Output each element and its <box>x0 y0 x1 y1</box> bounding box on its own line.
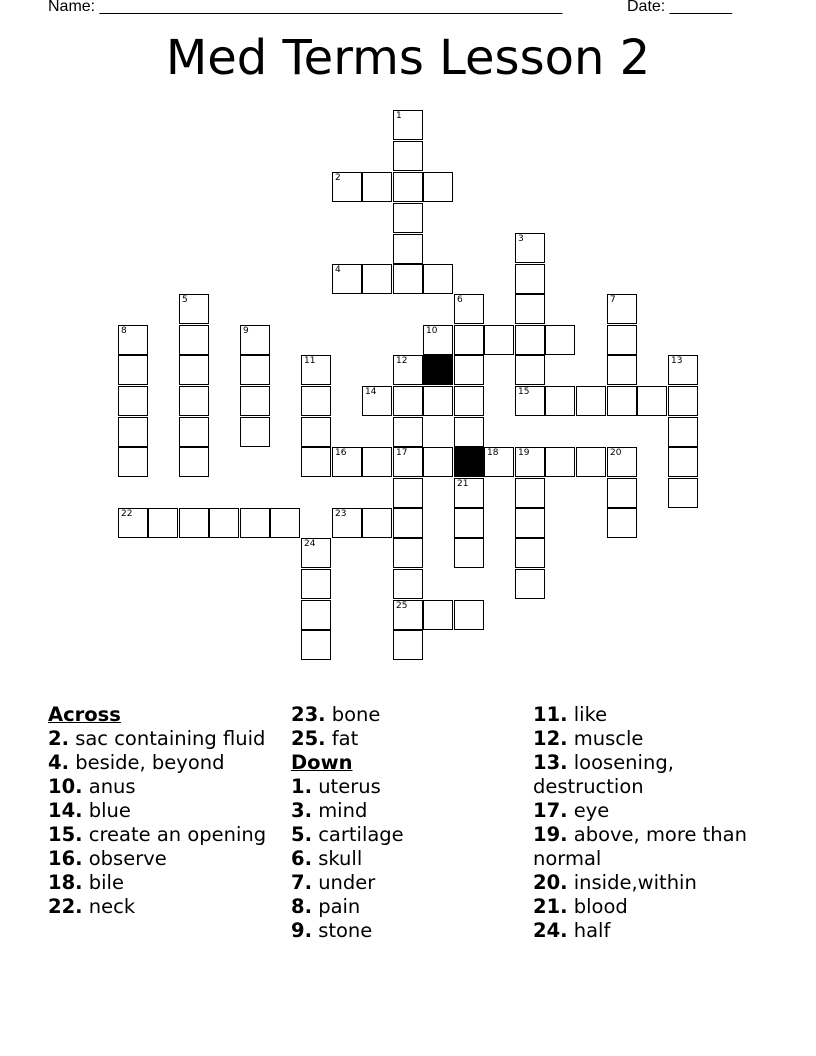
grid-cell[interactable] <box>515 508 545 538</box>
grid-cell[interactable] <box>576 386 606 416</box>
clue-text: above, more than normal <box>533 823 747 870</box>
clue-item <box>48 871 283 895</box>
clue-item <box>291 919 526 943</box>
clue-item <box>48 727 283 751</box>
grid-cell[interactable] <box>301 386 331 416</box>
clue-item <box>48 751 283 775</box>
clue-text: blood <box>573 895 628 918</box>
grid-cell[interactable] <box>118 447 148 477</box>
grid-cell[interactable] <box>240 325 270 355</box>
grid-cell[interactable] <box>668 447 698 477</box>
grid-cell[interactable] <box>423 386 453 416</box>
grid-cell[interactable] <box>454 325 484 355</box>
clue-item <box>291 727 526 751</box>
grid-cell[interactable] <box>454 417 484 447</box>
grid-cell[interactable] <box>515 325 545 355</box>
clue-item <box>48 895 283 919</box>
grid-cell[interactable] <box>515 569 545 599</box>
clue-text: mind <box>318 799 368 822</box>
grid-cell[interactable] <box>179 447 209 477</box>
clue-item <box>533 751 773 799</box>
grid-cell[interactable] <box>332 447 362 477</box>
clue-text: neck <box>88 895 136 918</box>
grid-cell[interactable] <box>607 355 637 385</box>
grid-cell[interactable] <box>179 355 209 385</box>
cell-number: 11 <box>304 356 316 366</box>
grid-cell[interactable] <box>515 233 545 263</box>
grid-cell[interactable] <box>301 447 331 477</box>
grid-cell[interactable] <box>607 325 637 355</box>
grid-cell[interactable] <box>423 264 453 294</box>
clue-number: 2. <box>48 727 69 750</box>
grid-cell[interactable] <box>576 447 606 477</box>
grid-cell[interactable] <box>393 264 423 294</box>
date-field-line: Date: _______ <box>627 0 732 15</box>
grid-cell[interactable] <box>179 508 209 538</box>
grid-cell[interactable] <box>393 630 423 660</box>
grid-cell[interactable] <box>607 386 637 416</box>
cell-number: 22 <box>121 509 133 519</box>
clue-number: 24. <box>533 919 568 942</box>
cell-number: 1 <box>396 111 402 121</box>
grid-cell[interactable] <box>668 386 698 416</box>
clue-item <box>291 895 526 919</box>
cell-number: 18 <box>487 448 499 458</box>
black-cell <box>454 447 484 477</box>
grid-cell[interactable] <box>668 355 698 385</box>
clue-item <box>291 871 526 895</box>
grid-cell[interactable] <box>332 508 362 538</box>
clue-text: fat <box>331 727 359 750</box>
cell-number: 24 <box>304 539 316 549</box>
grid-cell[interactable] <box>637 386 667 416</box>
clue-number: 11. <box>533 703 568 726</box>
grid-cell[interactable] <box>118 325 148 355</box>
grid-cell[interactable] <box>668 478 698 508</box>
cell-number: 23 <box>335 509 347 519</box>
cell-number: 5 <box>182 295 188 305</box>
grid-cell[interactable] <box>393 386 423 416</box>
clue-number: 22. <box>48 895 83 918</box>
clue-column-middle <box>291 703 526 943</box>
grid-cell[interactable] <box>515 478 545 508</box>
clue-text: observe <box>88 847 167 870</box>
grid-cell[interactable] <box>393 447 423 477</box>
cell-number: 25 <box>396 601 408 611</box>
clue-number: 13. <box>533 751 568 774</box>
grid-cell[interactable] <box>179 325 209 355</box>
grid-cell[interactable] <box>423 600 453 630</box>
clue-number: 15. <box>48 823 83 846</box>
cell-number: 17 <box>396 448 408 458</box>
grid-cell[interactable] <box>423 447 453 477</box>
cell-number: 12 <box>396 356 408 366</box>
clue-text: loosening, destruction <box>533 751 674 798</box>
clue-number: 9. <box>291 919 312 942</box>
grid-cell[interactable] <box>515 294 545 324</box>
clue-text: cartilage <box>318 823 404 846</box>
cell-number: 14 <box>365 387 377 397</box>
cell-number: 6 <box>457 295 463 305</box>
grid-cell[interactable] <box>332 264 362 294</box>
cell-number: 3 <box>518 234 524 244</box>
page-title: Med Terms Lesson 2 <box>165 30 651 86</box>
clue-item <box>48 823 283 847</box>
grid-cell[interactable] <box>393 203 423 233</box>
clue-text: like <box>573 703 608 726</box>
grid-cell[interactable] <box>393 417 423 447</box>
grid-cell[interactable] <box>607 508 637 538</box>
grid-cell[interactable] <box>423 325 453 355</box>
clue-number: 6. <box>291 847 312 870</box>
grid-cell[interactable] <box>607 447 637 477</box>
clue-column-across <box>48 703 283 919</box>
grid-cell[interactable] <box>118 355 148 385</box>
grid-cell[interactable] <box>362 447 392 477</box>
clue-text: create an opening <box>88 823 267 846</box>
clue-text: eye <box>573 799 610 822</box>
cell-number: 21 <box>457 479 469 489</box>
clue-column-right <box>533 703 773 943</box>
clue-text: bile <box>88 871 124 894</box>
grid-cell[interactable] <box>301 538 331 568</box>
clue-item <box>291 799 526 823</box>
clue-section-heading: Across <box>48 703 121 726</box>
clue-text: blue <box>88 799 131 822</box>
grid-cell[interactable] <box>179 417 209 447</box>
clue-number: 8. <box>291 895 312 918</box>
grid-cell[interactable] <box>423 172 453 202</box>
cell-number: 7 <box>610 295 616 305</box>
clue-item <box>533 895 773 919</box>
grid-cell[interactable] <box>393 172 423 202</box>
clue-text: anus <box>88 775 136 798</box>
clue-number: 12. <box>533 727 568 750</box>
grid-cell[interactable] <box>515 447 545 477</box>
grid-cell[interactable] <box>179 294 209 324</box>
clue-item <box>533 919 773 943</box>
grid-cell[interactable] <box>393 110 423 140</box>
grid-cell[interactable] <box>668 417 698 447</box>
clue-text: under <box>318 871 376 894</box>
grid-cell[interactable] <box>515 386 545 416</box>
grid-cell[interactable] <box>118 386 148 416</box>
cell-number: 16 <box>335 448 347 458</box>
cell-number: 8 <box>121 326 127 336</box>
grid-cell[interactable] <box>607 294 637 324</box>
clue-text: skull <box>318 847 363 870</box>
grid-cell[interactable] <box>301 630 331 660</box>
cell-number: 2 <box>335 173 341 183</box>
cell-number: 19 <box>518 448 530 458</box>
clue-text: bone <box>331 703 381 726</box>
grid-cell[interactable] <box>118 417 148 447</box>
grid-cell[interactable] <box>393 600 423 630</box>
clue-item <box>48 799 283 823</box>
grid-cell[interactable] <box>545 447 575 477</box>
clue-text: half <box>573 919 611 942</box>
grid-cell[interactable] <box>393 478 423 508</box>
clue-number: 18. <box>48 871 83 894</box>
grid-cell[interactable] <box>332 172 362 202</box>
grid-cell[interactable] <box>209 508 239 538</box>
cell-number: 13 <box>671 356 683 366</box>
grid-cell[interactable] <box>362 386 392 416</box>
clue-item <box>291 775 526 799</box>
clue-item <box>291 823 526 847</box>
grid-cell[interactable] <box>545 386 575 416</box>
clue-text: pain <box>318 895 361 918</box>
grid-cell[interactable] <box>454 294 484 324</box>
clue-text: beside, beyond <box>75 751 225 774</box>
clue-number: 19. <box>533 823 568 846</box>
grid-cell[interactable] <box>148 508 178 538</box>
grid-cell[interactable] <box>362 264 392 294</box>
clue-number: 23. <box>291 703 326 726</box>
grid-cell[interactable] <box>301 600 331 630</box>
grid-cell[interactable] <box>393 141 423 171</box>
cell-number: 4 <box>335 265 341 275</box>
clue-number: 5. <box>291 823 312 846</box>
grid-cell[interactable] <box>454 355 484 385</box>
clue-item <box>533 871 773 895</box>
grid-cell[interactable] <box>454 600 484 630</box>
clue-item <box>291 847 526 871</box>
grid-cell[interactable] <box>301 355 331 385</box>
grid-cell[interactable] <box>545 325 575 355</box>
grid-cell[interactable] <box>240 508 270 538</box>
clue-number: 17. <box>533 799 568 822</box>
grid-cell[interactable] <box>454 478 484 508</box>
grid-cell[interactable] <box>454 538 484 568</box>
grid-cell[interactable] <box>515 355 545 385</box>
grid-cell[interactable] <box>270 508 300 538</box>
grid-cell[interactable] <box>515 264 545 294</box>
grid-cell[interactable] <box>515 538 545 568</box>
grid-cell[interactable] <box>393 508 423 538</box>
grid-cell[interactable] <box>393 538 423 568</box>
grid-cell[interactable] <box>118 508 148 538</box>
clue-item <box>533 727 773 751</box>
clue-number: 7. <box>291 871 312 894</box>
black-cell <box>423 355 453 385</box>
grid-cell[interactable] <box>362 508 392 538</box>
grid-cell[interactable] <box>362 172 392 202</box>
clue-text: muscle <box>573 727 644 750</box>
grid-cell[interactable] <box>240 386 270 416</box>
grid-cell[interactable] <box>301 417 331 447</box>
cell-number: 9 <box>243 326 249 336</box>
clue-number: 3. <box>291 799 312 822</box>
name-field-line: Name: ____________________________________________________ <box>48 0 563 15</box>
grid-cell[interactable] <box>484 447 514 477</box>
clue-number: 4. <box>48 751 69 774</box>
grid-cell[interactable] <box>240 417 270 447</box>
grid-cell[interactable] <box>393 355 423 385</box>
clue-item <box>291 703 526 727</box>
clue-number: 25. <box>291 727 326 750</box>
cell-number: 10 <box>426 326 438 336</box>
clue-text: sac containing fluid <box>75 727 266 750</box>
clue-text: inside,within <box>573 871 697 894</box>
clue-number: 1. <box>291 775 312 798</box>
clue-item <box>533 703 773 727</box>
clue-item <box>48 775 283 799</box>
clue-text: stone <box>318 919 373 942</box>
grid-cell[interactable] <box>607 478 637 508</box>
clue-number: 14. <box>48 799 83 822</box>
cell-number: 20 <box>610 448 622 458</box>
clue-item <box>533 799 773 823</box>
clue-text: uterus <box>318 775 381 798</box>
clue-item <box>533 823 773 871</box>
grid-cell[interactable] <box>179 386 209 416</box>
grid-cell[interactable] <box>240 355 270 385</box>
grid-cell[interactable] <box>301 569 331 599</box>
grid-cell[interactable] <box>484 325 514 355</box>
cell-number: 15 <box>518 387 530 397</box>
clue-number: 10. <box>48 775 83 798</box>
clue-number: 16. <box>48 847 83 870</box>
clue-number: 20. <box>533 871 568 894</box>
grid-cell[interactable] <box>393 569 423 599</box>
grid-cell[interactable] <box>454 508 484 538</box>
clue-item <box>48 847 283 871</box>
grid-cell[interactable] <box>454 386 484 416</box>
grid-cell[interactable] <box>393 234 423 264</box>
clue-number: 21. <box>533 895 568 918</box>
clue-section-heading: Down <box>291 751 353 774</box>
